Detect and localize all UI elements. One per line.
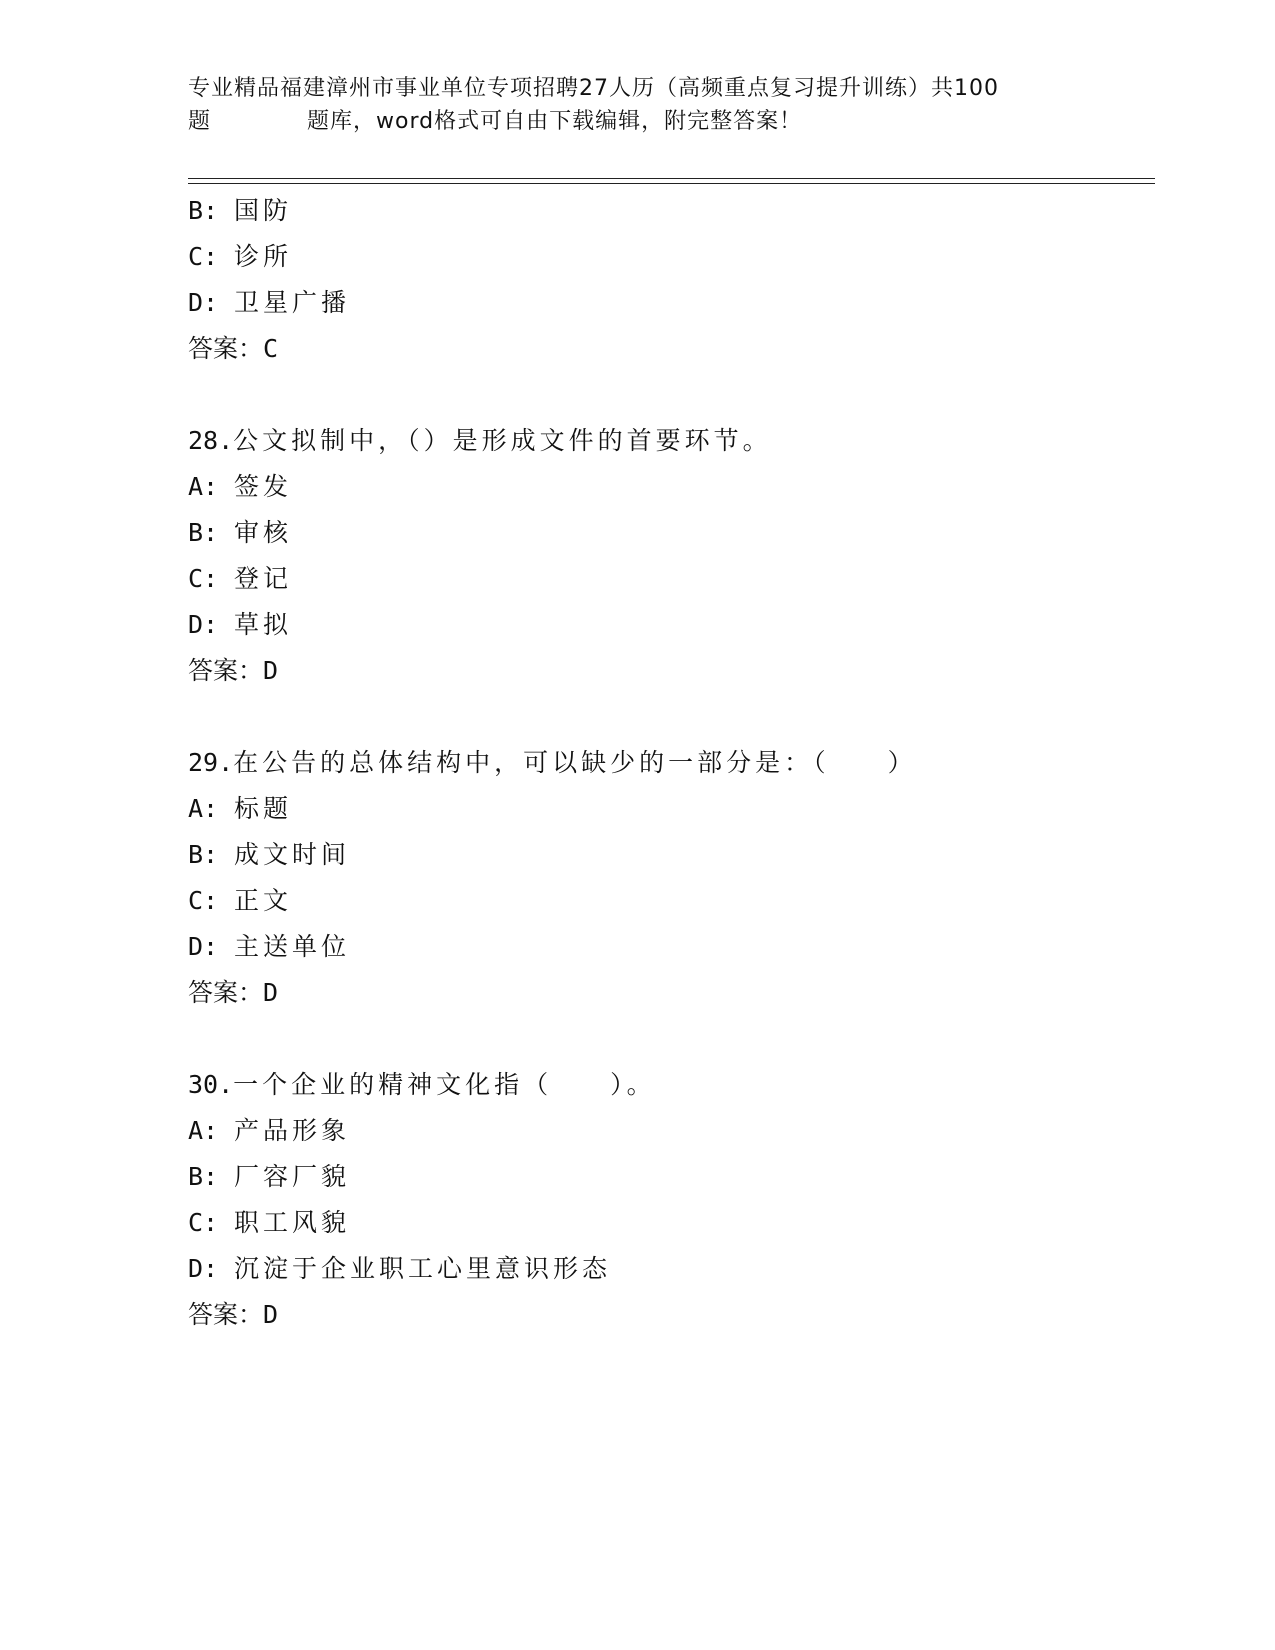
answer-label: 答案：	[188, 334, 264, 363]
option-text: 签发	[234, 472, 293, 501]
question-partial	[188, 188, 1148, 372]
option-key: C:	[188, 564, 219, 593]
option-text: 职工风貌	[234, 1208, 351, 1237]
header-line2-text: 题库，word格式可自由下载编辑，附完整答案！	[307, 109, 803, 134]
option-text: 审核	[234, 518, 293, 547]
option-b	[188, 1154, 1148, 1200]
option-key: D:	[188, 610, 219, 639]
document-header	[188, 72, 1088, 138]
answer-label: 答案：	[188, 978, 264, 1007]
option-a	[188, 786, 1148, 832]
option-d	[188, 1246, 1148, 1292]
option-c	[188, 556, 1148, 602]
option-key: A:	[188, 472, 219, 501]
question-number: 29.	[188, 748, 234, 777]
option-c	[188, 234, 1148, 280]
question-30	[188, 1062, 1148, 1338]
question-number: 28.	[188, 426, 234, 455]
answer-label: 答案：	[188, 656, 264, 685]
option-text: 产品形象	[234, 1116, 351, 1145]
answer-value: D	[263, 978, 279, 1007]
option-text: 正文	[234, 886, 293, 915]
option-text: 草拟	[234, 610, 293, 639]
option-key: B:	[188, 840, 219, 869]
option-d	[188, 602, 1148, 648]
question-stem	[188, 740, 1148, 786]
option-d	[188, 280, 1148, 326]
question-text: 一个企业的精神文化指（ ）。	[233, 1070, 656, 1099]
question-text: 公文拟制中，（）是形成文件的首要环节。	[233, 426, 772, 455]
option-text: 沉淀于企业职工心里意识形态	[234, 1254, 612, 1283]
question-28	[188, 418, 1148, 694]
option-text: 登记	[234, 564, 293, 593]
question-number: 30.	[188, 1070, 234, 1099]
answer-line	[188, 1292, 1148, 1338]
option-key: D:	[188, 932, 219, 961]
option-b	[188, 188, 1148, 234]
option-a	[188, 1108, 1148, 1154]
option-text: 诊所	[234, 242, 293, 271]
header-divider-top	[188, 178, 1155, 179]
option-key: A:	[188, 794, 219, 823]
answer-value: C	[263, 334, 279, 363]
header-divider-bottom	[188, 183, 1155, 184]
header-line2-prefix: 题	[188, 109, 212, 134]
answer-label: 答案：	[188, 1300, 264, 1329]
answer-line	[188, 648, 1148, 694]
option-key: B:	[188, 196, 219, 225]
option-b	[188, 510, 1148, 556]
option-text: 国防	[234, 196, 293, 225]
option-key: C:	[188, 242, 219, 271]
option-key: C:	[188, 886, 219, 915]
answer-line	[188, 970, 1148, 1016]
header-title-line2	[188, 105, 1088, 138]
question-stem	[188, 1062, 1148, 1108]
answer-line	[188, 326, 1148, 372]
header-title-line1: 专业精品福建漳州市事业单位专项招聘27人历（高频重点复习提升训练）共100	[188, 76, 999, 101]
option-c	[188, 878, 1148, 924]
option-key: D:	[188, 1254, 219, 1283]
option-key: A:	[188, 1116, 219, 1145]
option-text: 成文时间	[234, 840, 351, 869]
question-29	[188, 740, 1148, 1016]
question-list	[188, 188, 1148, 1338]
option-c	[188, 1200, 1148, 1246]
option-text: 主送单位	[234, 932, 351, 961]
option-key: C:	[188, 1208, 219, 1237]
option-a	[188, 464, 1148, 510]
option-b	[188, 832, 1148, 878]
option-d	[188, 924, 1148, 970]
option-key: D:	[188, 288, 219, 317]
option-key: B:	[188, 518, 219, 547]
option-text: 标题	[234, 794, 293, 823]
option-key: B:	[188, 1162, 219, 1191]
answer-value: D	[263, 656, 279, 685]
option-text: 卫星广播	[234, 288, 351, 317]
answer-value: D	[263, 1300, 279, 1329]
question-stem	[188, 418, 1148, 464]
question-text: 在公告的总体结构中，可以缺少的一部分是：（ ）	[233, 748, 917, 777]
option-text: 厂容厂貌	[234, 1162, 351, 1191]
